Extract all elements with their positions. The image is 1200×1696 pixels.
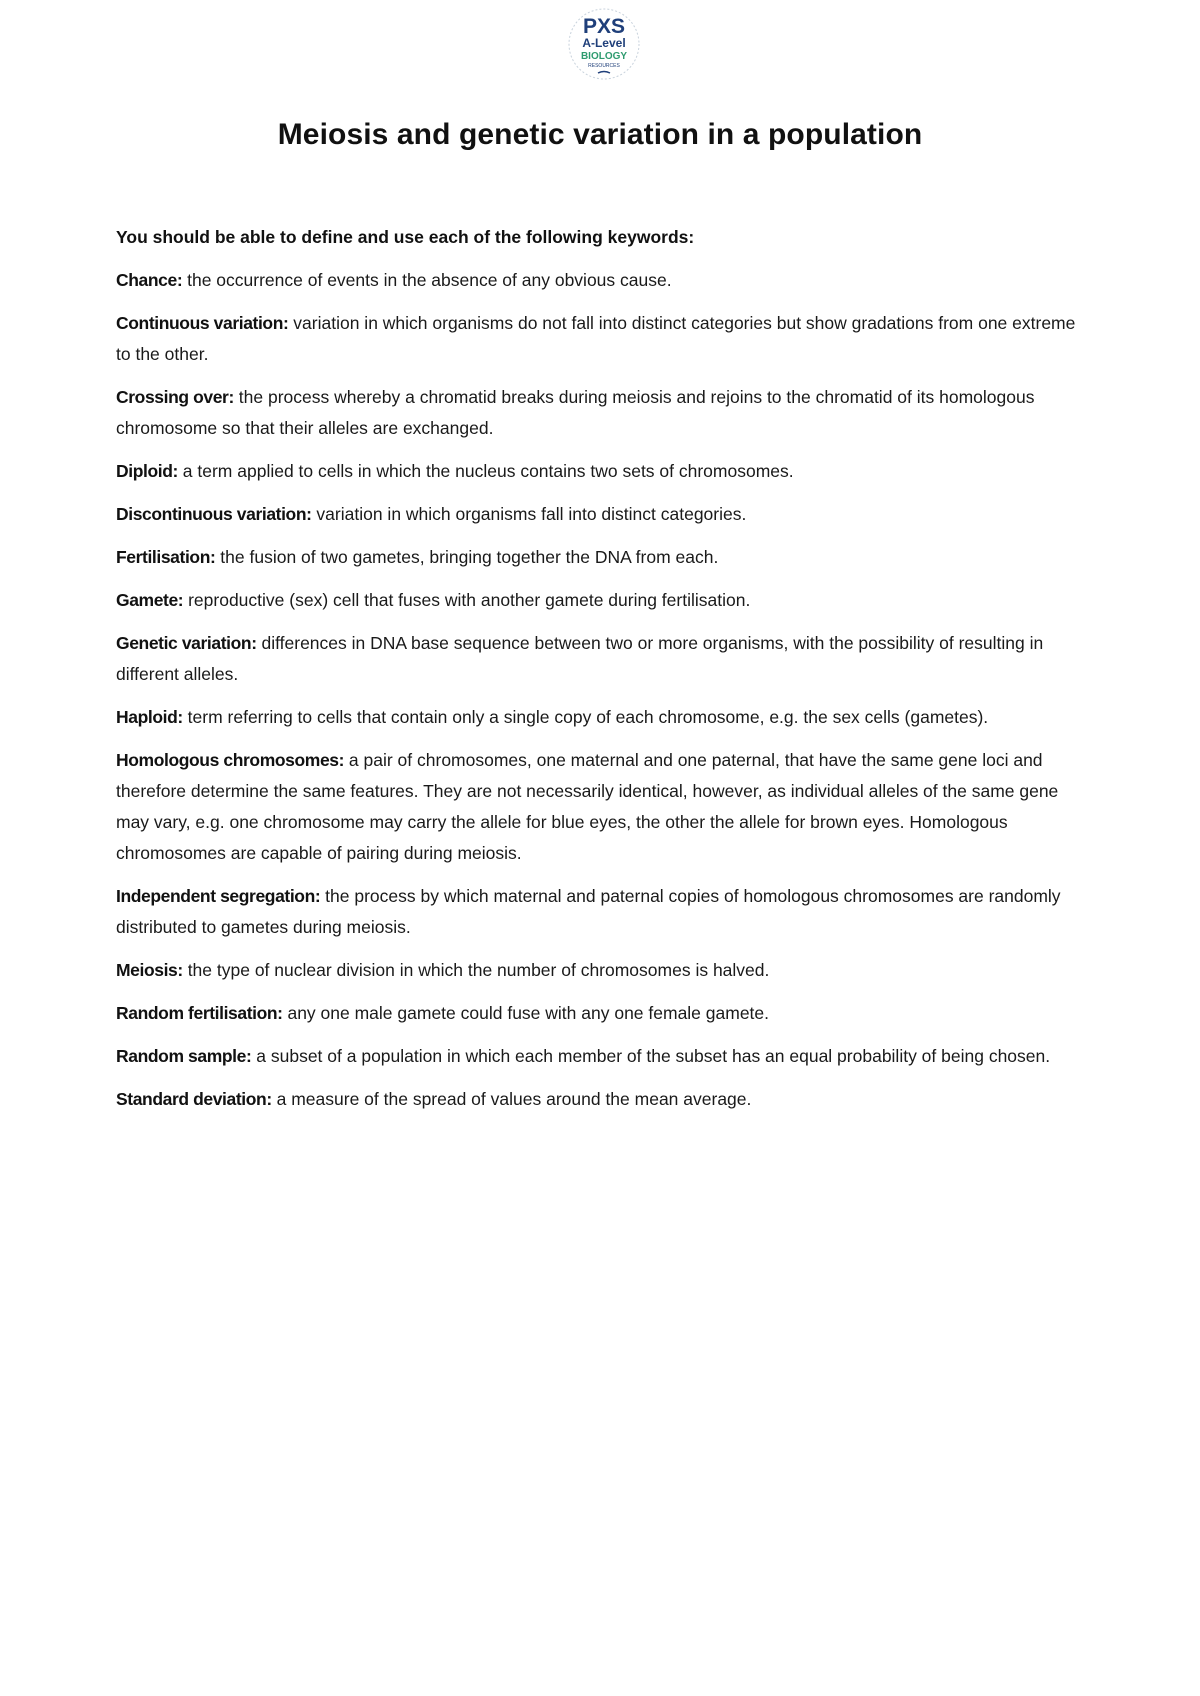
keyword-entry bbox=[116, 745, 1086, 869]
keyword-entry bbox=[116, 1041, 1086, 1072]
keyword-definition: the type of nuclear division in which the number of chromosomes is halved. bbox=[182, 960, 770, 980]
keyword-term: Standard deviation: bbox=[116, 1089, 272, 1109]
keyword-definition: variation in which organisms fall into distinct categories. bbox=[311, 504, 747, 524]
keyword-term: Random fertilisation: bbox=[116, 1003, 283, 1023]
keyword-definition: differences in DNA base sequence between two or more organisms, with the possibility of resulting in different alleles. bbox=[116, 633, 1044, 684]
page-title: Meiosis and genetic variation in a population bbox=[277, 118, 923, 151]
keyword-term: Continuous variation: bbox=[116, 313, 289, 333]
keyword-entry bbox=[116, 628, 1086, 690]
keyword-term: Meiosis: bbox=[116, 960, 183, 980]
keyword-list bbox=[116, 222, 1086, 1127]
keyword-definition: any one male gamete could fuse with any one female gamete. bbox=[282, 1003, 770, 1023]
keyword-definition: a subset of a population in which each member of the subset has an equal probability of being chosen. bbox=[251, 1046, 1051, 1066]
keyword-term: Random sample: bbox=[116, 1046, 252, 1066]
keyword-definition: the process by which maternal and paternal copies of homologous chromosomes are randomly distributed to gametes during meiosis. bbox=[116, 886, 1061, 937]
keyword-entry bbox=[116, 955, 1086, 986]
keyword-definition: term referring to cells that contain only a single copy of each chromosome, e.g. the sex cells (gametes). bbox=[182, 707, 989, 727]
intro-text: You should be able to define and use each of the following keywords: bbox=[116, 227, 695, 247]
keyword-term: Independent segregation: bbox=[116, 886, 321, 906]
logo-line3: BIOLOGY bbox=[580, 51, 628, 62]
keyword-term: Haploid: bbox=[116, 707, 183, 727]
keyword-entry bbox=[116, 456, 1086, 487]
keyword-term: Genetic variation: bbox=[116, 633, 257, 653]
logo-line2: A-Level bbox=[582, 36, 626, 50]
keyword-entry bbox=[116, 881, 1086, 943]
keyword-term: Crossing over: bbox=[116, 387, 234, 407]
keyword-entry bbox=[116, 585, 1086, 616]
keyword-definition: the occurrence of events in the absence of any obvious cause. bbox=[182, 270, 672, 290]
keyword-entry bbox=[116, 702, 1086, 733]
keyword-definition: the process whereby a chromatid breaks during meiosis and rejoins to the chromatid of its homologous chromosome so that their alleles are exchanged. bbox=[116, 387, 1035, 438]
keyword-definition: variation in which organisms do not fall into distinct categories but show gradations from one extreme to the other. bbox=[116, 313, 1076, 364]
keyword-definition: a term applied to cells in which the nucleus contains two sets of chromosomes. bbox=[177, 461, 794, 481]
logo-line1: PXS bbox=[582, 15, 626, 38]
keyword-term: Discontinuous variation: bbox=[116, 504, 312, 524]
keyword-term: Gamete: bbox=[116, 590, 184, 610]
pxs-logo-icon bbox=[562, 6, 646, 82]
keyword-entry bbox=[116, 998, 1086, 1029]
keyword-definition: a pair of chromosomes, one maternal and one paternal, that have the same gene loci and therefore determine the same features. They are not necessarily identical, however, as individual alleles of the same gene may vary, e.g. one chromosome may carry the allele for blue eyes, the other the allele for brown eyes. Homologous chromosomes are capable of pairing during meiosis. bbox=[116, 750, 1059, 863]
keyword-term: Fertilisation: bbox=[116, 547, 216, 567]
keyword-definition: a measure of the spread of values around the mean average. bbox=[271, 1089, 752, 1109]
keyword-entry bbox=[116, 499, 1086, 530]
keyword-definition: reproductive (sex) cell that fuses with another gamete during fertilisation. bbox=[183, 590, 751, 610]
keyword-entry bbox=[116, 308, 1086, 370]
keyword-term: Chance: bbox=[116, 270, 183, 290]
keyword-definition: the fusion of two gametes, bringing together the DNA from each. bbox=[215, 547, 719, 567]
keyword-entry bbox=[116, 542, 1086, 573]
keyword-entry bbox=[116, 265, 1086, 296]
keyword-term: Diploid: bbox=[116, 461, 178, 481]
keyword-term: Homologous chromosomes: bbox=[116, 750, 345, 770]
keyword-entry bbox=[116, 382, 1086, 444]
logo-line4: RESOURCES bbox=[588, 63, 620, 69]
keyword-entry bbox=[116, 1084, 1086, 1115]
